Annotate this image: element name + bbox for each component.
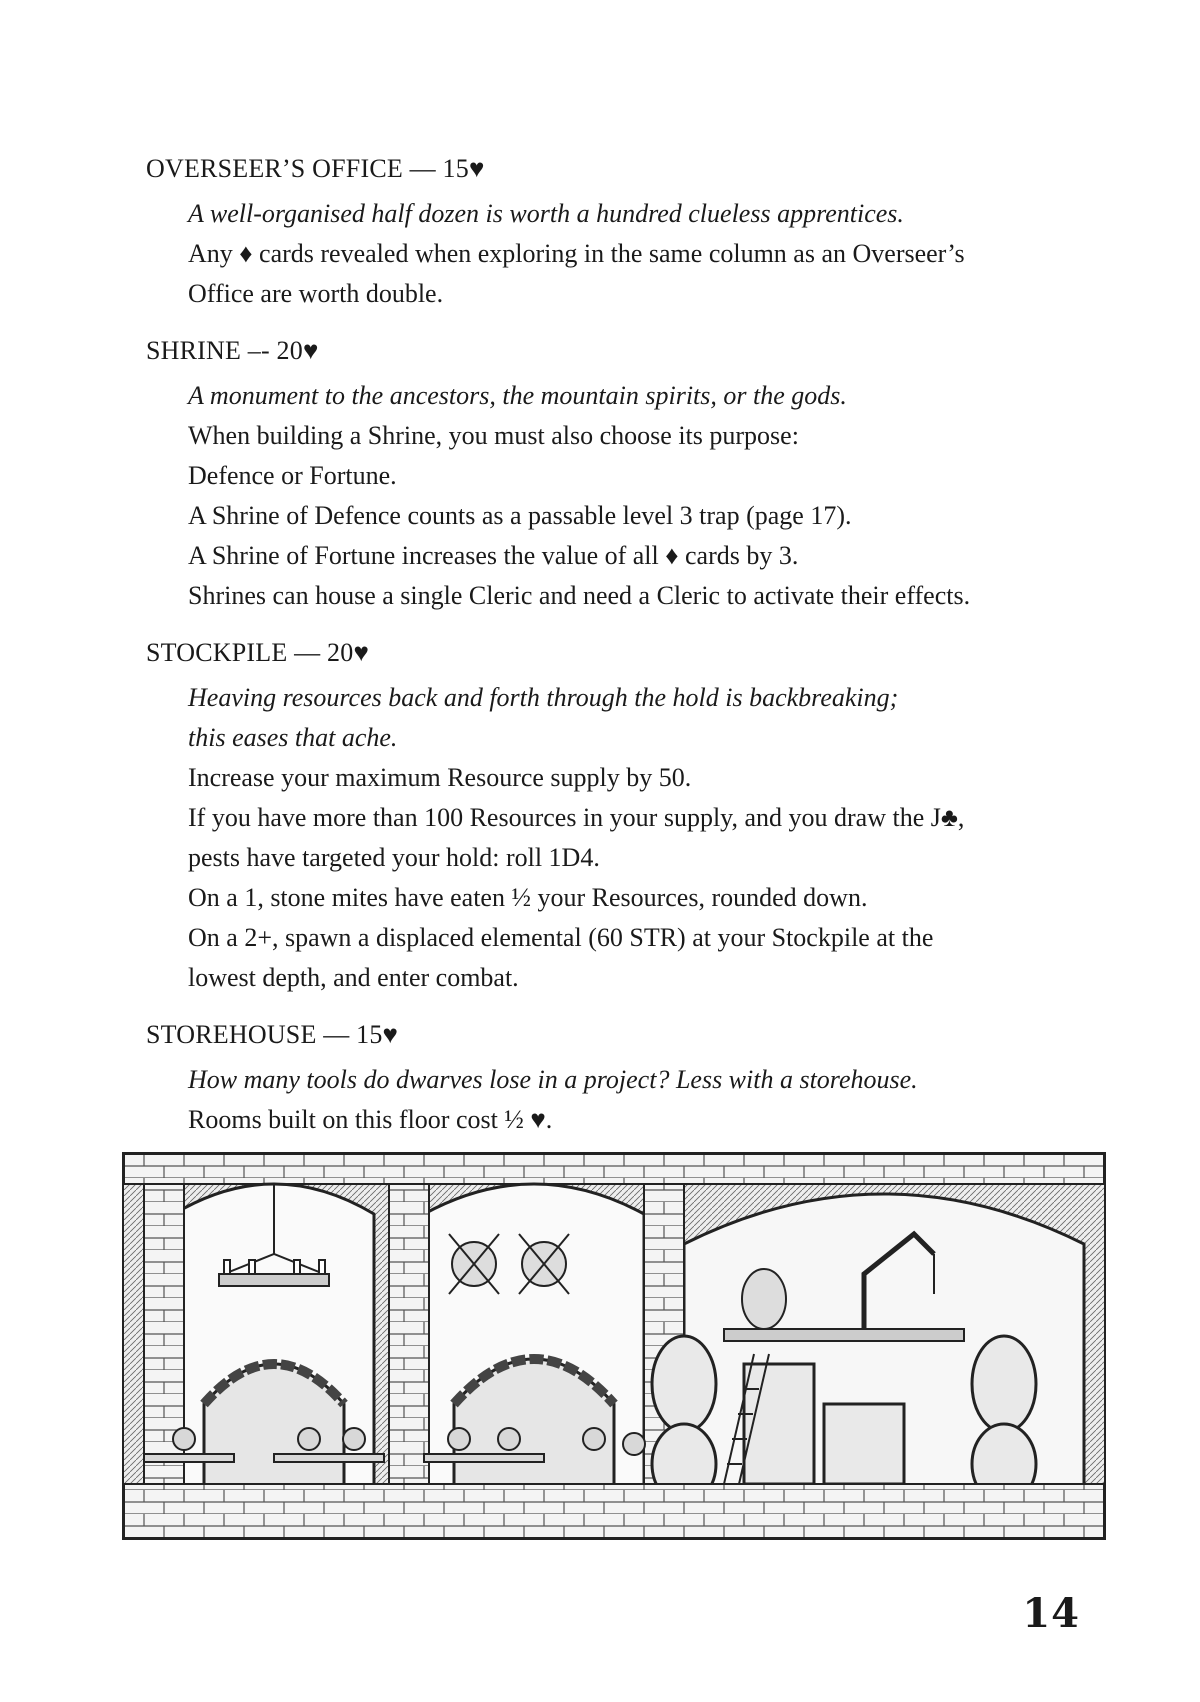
room-section [146,332,1076,616]
rule-text-line: Office are worth double. [188,279,444,308]
rule-text-line: On a 1, stone mites have eaten ½ your Resources, rounded down. [188,883,868,912]
rule-text-line: Increase your maximum Resource supply by 50. [188,763,692,792]
room-heading: OVERSEER’S OFFICE — 15♥ [146,154,485,183]
flavor-text-line: this eases that ache. [188,723,398,752]
room-description [146,678,1076,998]
rule-text-line: A Shrine of Defence counts as a passable level 3 trap (page 17). [188,501,852,530]
room-description [146,194,1076,314]
rule-text-line: lowest depth, and enter combat. [188,963,519,992]
room-heading: STOCKPILE — 20♥ [146,638,370,667]
rule-text-line: Rooms built on this floor cost ½ ♥. [188,1105,553,1134]
rule-text-line: When building a Shrine, you must also choose its purpose: [188,421,799,450]
flavor-text-line: A well-organised half dozen is worth a hundred clueless apprentices. [188,199,904,228]
room-section [146,1016,1076,1140]
rule-text-line: Shrines can house a single Cleric and need a Cleric to activate their effects. [188,581,971,610]
room-heading: SHRINE –- 20♥ [146,336,319,365]
rule-text-line: Defence or Fortune. [188,461,397,490]
dwarven-hall-illustration [122,1152,1106,1540]
page-number: 14 [1022,1590,1080,1637]
rules-text [146,150,1076,1158]
rule-text-line: If you have more than 100 Resources in your supply, and you draw the J♣, [188,803,965,832]
rule-text-line: pests have targeted your hold: roll 1D4. [188,843,600,872]
room-section [146,634,1076,998]
room-section [146,150,1076,314]
rule-text-line: Any ♦ cards revealed when exploring in the same column as an Overseer’s [188,239,965,268]
flavor-text-line: Heaving resources back and forth through the hold is backbreaking; [188,683,899,712]
flavor-text-line: How many tools do dwarves lose in a project? Less with a storehouse. [188,1065,918,1094]
rule-text-line: On a 2+, spawn a displaced elemental (60 STR) at your Stockpile at the [188,923,934,952]
room-heading: STOREHOUSE — 15♥ [146,1020,399,1049]
room-description [146,1060,1076,1140]
illustration-svg [124,1154,1104,1538]
rule-text-line: A Shrine of Fortune increases the value of all ♦ cards by 3. [188,541,799,570]
flavor-text-line: A monument to the ancestors, the mountain spirits, or the gods. [188,381,847,410]
room-description [146,376,1076,616]
